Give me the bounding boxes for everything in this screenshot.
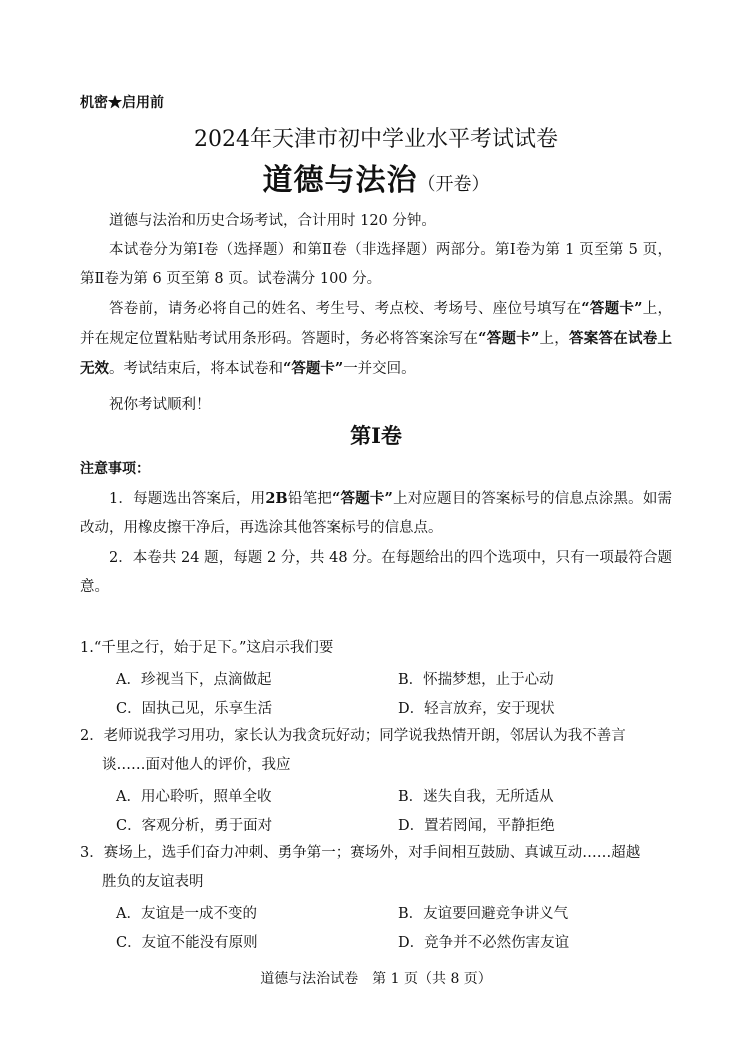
question-3-option-c: C．友谊不能没有原则 [116, 935, 258, 951]
question-3-option-a: A．友谊是一成不变的 [116, 906, 257, 922]
intro-paragraph-1: 道德与法治和历史合场考试，合计用时 120 分钟。 [109, 213, 436, 229]
notice-text: 铅笔把 [287, 491, 332, 507]
pencil-type: 2B [265, 490, 288, 507]
answer-card-term: “答题卡” [283, 360, 344, 377]
intro-p3-text: 上， [539, 331, 570, 347]
subject-name: 道德与法治 [262, 163, 418, 198]
answer-card-term: “答题卡” [478, 330, 540, 347]
question-1-option-b: B．怀揣梦想，止于心动 [398, 672, 554, 688]
section-title: 第Ⅰ卷 [350, 423, 402, 448]
question-1-option-c: C．固执己见，乐享生活 [116, 701, 273, 717]
intro-p3-text: 。考试结束后，将本试卷和 [109, 361, 283, 377]
answer-card-term: “答题卡” [331, 490, 393, 507]
intro-paragraph-3 [80, 294, 672, 384]
subject-title [0, 155, 752, 199]
question-2-stem-cont: 谈……面对他人的评价，我应 [102, 757, 291, 773]
question-2-stem: 2．老师说我学习用功，家长认为我贪玩好动；同学说我热情开朗，邻居认为我不善言 [80, 728, 626, 744]
question-1-option-d: D．轻言放弃，安于现状 [398, 701, 555, 717]
question-2-option-b: B．迷失自我，无所适从 [398, 789, 554, 805]
page-footer: 道德与法治试卷 第 1 页（共 8 页） [260, 971, 492, 987]
answer-card-term: “答题卡” [581, 300, 643, 317]
intro-p3-text: 答卷前，请务必将自己的姓名、考生号、考点校、考场号、座位号填写在 [109, 301, 582, 317]
notice-text: 1．每题选出答案后，用 [109, 491, 266, 507]
invalid-answer-warning: 答案答在试卷上无效 [80, 330, 673, 377]
intro-paragraph-2: 本试卷分为第Ⅰ卷（选择题）和第Ⅱ卷（非选择题）两部分。第Ⅰ卷为第 1 页至第 5 页，第Ⅱ卷为第 6 页至第 8 页。试卷满分 100 分。 [80, 242, 672, 287]
subject-type: （开卷） [417, 174, 490, 195]
notice-text: 上对应题目的答案标号的信息点涂黑。如需改动，用橡皮擦干净后，再选涂其他答案标号的信息点。 [80, 491, 673, 536]
intro-p3-text: 一并交回。 [343, 361, 416, 377]
question-2-option-a: A．用心聆听，照单全收 [116, 789, 272, 805]
exam-title: 2024年天津市初中学业水平考试试卷 [194, 127, 558, 152]
question-3-stem: 3．赛场上，选手们奋力冲刺、勇争第一；赛场外，对手间相互鼓励、真诚互动……超越 [80, 845, 641, 861]
question-3-option-d: D．竞争并不必然伤害友谊 [398, 935, 570, 951]
question-2-option-d: D．置若罔闻，平静拒绝 [398, 818, 555, 834]
intro-p3-text: 上，并在规定位置粘贴考试用条形码。答题时，务必将答案涂写在 [80, 301, 673, 347]
question-1-option-a: A．珍视当下，点滴做起 [116, 672, 272, 688]
notice-item-2: 2．本卷共 24 题，每题 2 分，共 48 分。在每题给出的四个选项中，只有一项最符合题意。 [80, 550, 672, 595]
question-2-option-c: C．客观分析，勇于面对 [116, 818, 273, 834]
good-luck-text: 祝你考试顺利！ [109, 397, 211, 413]
question-3-option-b: B．友谊要回避竞争讲义气 [398, 906, 569, 922]
question-1-stem: 1.“千里之行，始于足下。”这启示我们要 [80, 640, 334, 656]
notice-item-1 [80, 484, 672, 543]
question-3-stem-cont: 胜负的友谊表明 [102, 874, 204, 890]
confidential-mark: 机密★启用前 [80, 95, 164, 111]
notice-label: 注意事项： [80, 461, 150, 477]
